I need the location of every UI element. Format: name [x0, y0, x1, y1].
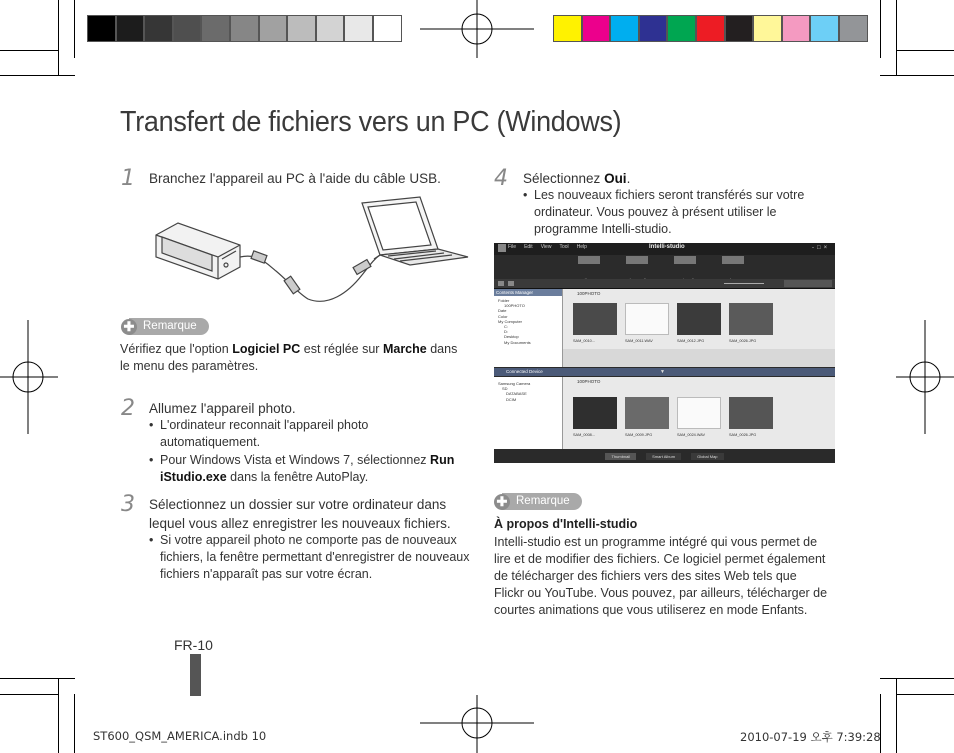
ss-device-item[interactable]: SD [502, 386, 508, 392]
step-2-bullet-2-a: Pour Windows Vista et Windows 7, sélectionnez [160, 453, 431, 467]
ss-file-name[interactable]: SAM_0009.JPG [625, 433, 653, 437]
gray-swatch-2 [144, 15, 173, 42]
ss-contents-manager [494, 289, 563, 367]
ss-device-item[interactable]: DATABASE [506, 391, 527, 397]
ss-tree-item[interactable]: My Documents [504, 339, 531, 345]
note-1-bold-a: Logiciel PC [232, 342, 301, 356]
ss-file-name[interactable]: SAM_0026.JPG [729, 433, 757, 437]
ss-panel-title: Contents Manager [494, 289, 562, 296]
ss-bottom-tab-bar [494, 450, 835, 463]
note-1-text-b: est réglée sur [300, 342, 383, 356]
page-number: FR-10 [174, 637, 213, 653]
gray-swatch-10 [373, 15, 402, 42]
ss-top-grid [563, 289, 835, 367]
step-4-number: 4 [494, 166, 508, 191]
ss-bottom-tab[interactable]: Smart Album [646, 453, 681, 460]
step-3-bullet-1: • Si votre appareil photo ne comporte pas de nouveaux fichiers, la fenêtre permettant d'enregistrer de nouveaux fichiers n'apparaît pas sur votre écran. [149, 532, 478, 583]
ss-file-name[interactable]: SAM_0010... [573, 339, 595, 343]
step-2-bullet-1: • L'ordinateur reconnait l'appareil photo automatiquement. [149, 417, 450, 451]
ss-menu-item[interactable]: Help [576, 244, 587, 250]
color-swatch-2 [610, 15, 639, 42]
ss-bottom-grid [563, 377, 835, 449]
thumb-photo [729, 303, 773, 335]
forward-icon [508, 281, 514, 286]
ss-app-name: Intelli-studio [649, 244, 685, 250]
note-2-text: Intelli-studio est un programme intégré qui vous permet de lire et de modifier des fichiers. Ce logiciel permet également de télécharger des fichiers vers des sites Web tels que Flickr ou YouTube. Vous pouvez, par ailleurs, télécharger de courtes animations que vous utiliserez en mode Enfants. [494, 535, 828, 617]
step-2-bullet-2-b: dans la fenêtre AutoPlay. [226, 470, 369, 484]
note-1-bold-b: Marche [382, 342, 427, 356]
ss-tree-item[interactable]: C: [504, 324, 508, 330]
ss-device-item[interactable]: Samsung Camera [498, 381, 531, 386]
ss-tree-item[interactable]: Date [498, 308, 507, 314]
ss-device-panel [494, 377, 563, 449]
ss-file-name[interactable]: SAM_0026.JPG [729, 339, 757, 343]
gray-swatch-0 [87, 15, 116, 42]
color-swatch-6 [725, 15, 754, 42]
step-4-bullet-1: • Les nouveaux fichiers seront transférés sur votre ordinateur. Vous pouvez à présent utiliser le programme Intelli-studio. [523, 187, 834, 238]
step-2-text: Allumez l'appareil photo. [149, 401, 296, 416]
step-4-bold: Oui [604, 171, 627, 186]
color-swatch-1 [582, 15, 611, 42]
step-2-bullet-2 [149, 452, 470, 486]
ss-tree-item[interactable]: Desktop [504, 334, 519, 340]
footer-file: ST600_QSM_AMERICA.indb 10 [93, 729, 267, 743]
thumb-photo [729, 397, 773, 429]
ss-tree-item[interactable]: Folder [498, 298, 510, 303]
ss-toolbar [494, 279, 835, 289]
step-1-text: Branchez l'appareil au PC à l'aide du câble USB. [149, 171, 441, 186]
step-3-text: Sélectionnez un dossier sur votre ordinateur dans lequel vous allez enregistrer les nouveaux fichiers. [149, 497, 451, 531]
thumb-photo [573, 397, 617, 429]
gray-swatch-4 [201, 15, 230, 42]
ss-device-title: Connected Device [506, 369, 543, 374]
ss-menu-item[interactable]: File [508, 244, 517, 250]
color-swatch-bar [553, 15, 868, 42]
back-icon [498, 281, 504, 286]
ss-top-thumbnails [573, 303, 773, 335]
ss-file-name[interactable]: SAM_0011.WAV [625, 339, 653, 343]
color-swatch-3 [639, 15, 668, 42]
page-tab-marker [190, 654, 201, 696]
gray-swatch-8 [316, 15, 345, 42]
note-1-text-a: Vérifiez que l'option [120, 342, 233, 356]
ss-bottom-file-names [573, 433, 773, 437]
plus-icon: ✚ [121, 319, 137, 335]
note-1-text-c: dans le menu des paramètres. [120, 342, 458, 373]
color-swatch-5 [696, 15, 725, 42]
thumb-photo [677, 303, 721, 335]
ss-folder-label-2: 100PHOTO [577, 379, 601, 384]
step-3-number: 3 [121, 492, 135, 517]
intelli-studio-screenshot [494, 243, 835, 463]
note-label-2: Remarque [502, 493, 582, 510]
color-swatch-9 [810, 15, 839, 42]
ss-device-item[interactable]: DCIM [506, 396, 517, 402]
gray-swatch-1 [116, 15, 145, 42]
step-2-bullet-2-bold: Run iStudio.exe [160, 453, 455, 484]
ss-mode-button[interactable] [578, 256, 600, 278]
note-2-heading: À propos d'Intelli-studio [494, 517, 638, 531]
ss-menu-item[interactable]: View [540, 244, 552, 250]
note-1-text [120, 341, 470, 375]
page-title: Transfert de fichiers vers un PC (Windows) [120, 106, 622, 138]
thumb-photo [625, 397, 669, 429]
step-1-number: 1 [121, 166, 135, 191]
app-icon [498, 244, 506, 252]
ss-bottom-tab[interactable]: Global Map [691, 453, 723, 460]
note-label: Remarque [129, 318, 209, 335]
plus-icon: ✚ [494, 494, 510, 510]
ss-file-name[interactable]: SAM_0012.JPG [677, 339, 705, 343]
gray-swatch-bar [87, 15, 402, 42]
step-4-text [523, 169, 843, 188]
camera-usb-laptop-illustration [148, 193, 478, 313]
ss-folder-tree [494, 296, 562, 347]
ss-tree-item[interactable]: 100PHOTO [504, 303, 525, 309]
ss-titlebar [494, 243, 835, 255]
step-4-text-b: . [626, 171, 631, 186]
note-badge-1 [121, 318, 209, 335]
zoom-slider [724, 283, 764, 284]
ss-tree-item[interactable]: Color [498, 313, 508, 319]
window-controls-icon: -□× [812, 245, 831, 251]
ss-file-name[interactable]: SAM_0008... [573, 433, 595, 437]
ss-mode-button[interactable] [722, 256, 744, 278]
thumb-photo [573, 303, 617, 335]
ss-tree-item[interactable]: My Computer [498, 318, 523, 324]
gray-swatch-5 [230, 15, 259, 42]
color-swatch-10 [839, 15, 868, 42]
ss-tree-item[interactable]: D: [504, 329, 508, 335]
ss-mode-button[interactable] [674, 256, 696, 278]
ss-mode-bar [578, 256, 744, 278]
ss-menu [508, 244, 587, 250]
gray-swatch-6 [259, 15, 288, 42]
gray-swatch-9 [344, 15, 373, 42]
footer-timestamp: 2010-07-19 오후 7:39:28 [740, 730, 881, 744]
gray-swatch-3 [173, 15, 202, 42]
ss-bottom-tab[interactable]: Thumbnail [605, 453, 636, 460]
ss-row-2 [563, 349, 835, 367]
ss-menu-item[interactable]: Edit [524, 244, 533, 250]
thumb-audio [677, 397, 721, 429]
color-swatch-4 [667, 15, 696, 42]
ss-device-tree [494, 377, 562, 406]
ss-file-name[interactable]: SAM_0024.WAV [677, 433, 706, 437]
ss-mode-button[interactable] [626, 256, 648, 278]
thumb-audio [625, 303, 669, 335]
color-swatch-0 [553, 15, 582, 42]
ss-menu-item[interactable]: Tool [559, 244, 569, 250]
ss-bottom-thumbnails [573, 397, 773, 429]
color-swatch-7 [753, 15, 782, 42]
color-swatch-8 [782, 15, 811, 42]
collapse-icon: ▼ [660, 369, 665, 375]
step-4-text-a: Sélectionnez [523, 171, 605, 186]
step-2-number: 2 [121, 396, 135, 421]
view-icons [784, 280, 832, 287]
gray-swatch-7 [287, 15, 316, 42]
note-badge-2 [494, 493, 582, 510]
ss-top-file-names [573, 339, 773, 343]
ss-device-bar [494, 368, 835, 376]
ss-folder-label: 100PHOTO [577, 291, 601, 296]
